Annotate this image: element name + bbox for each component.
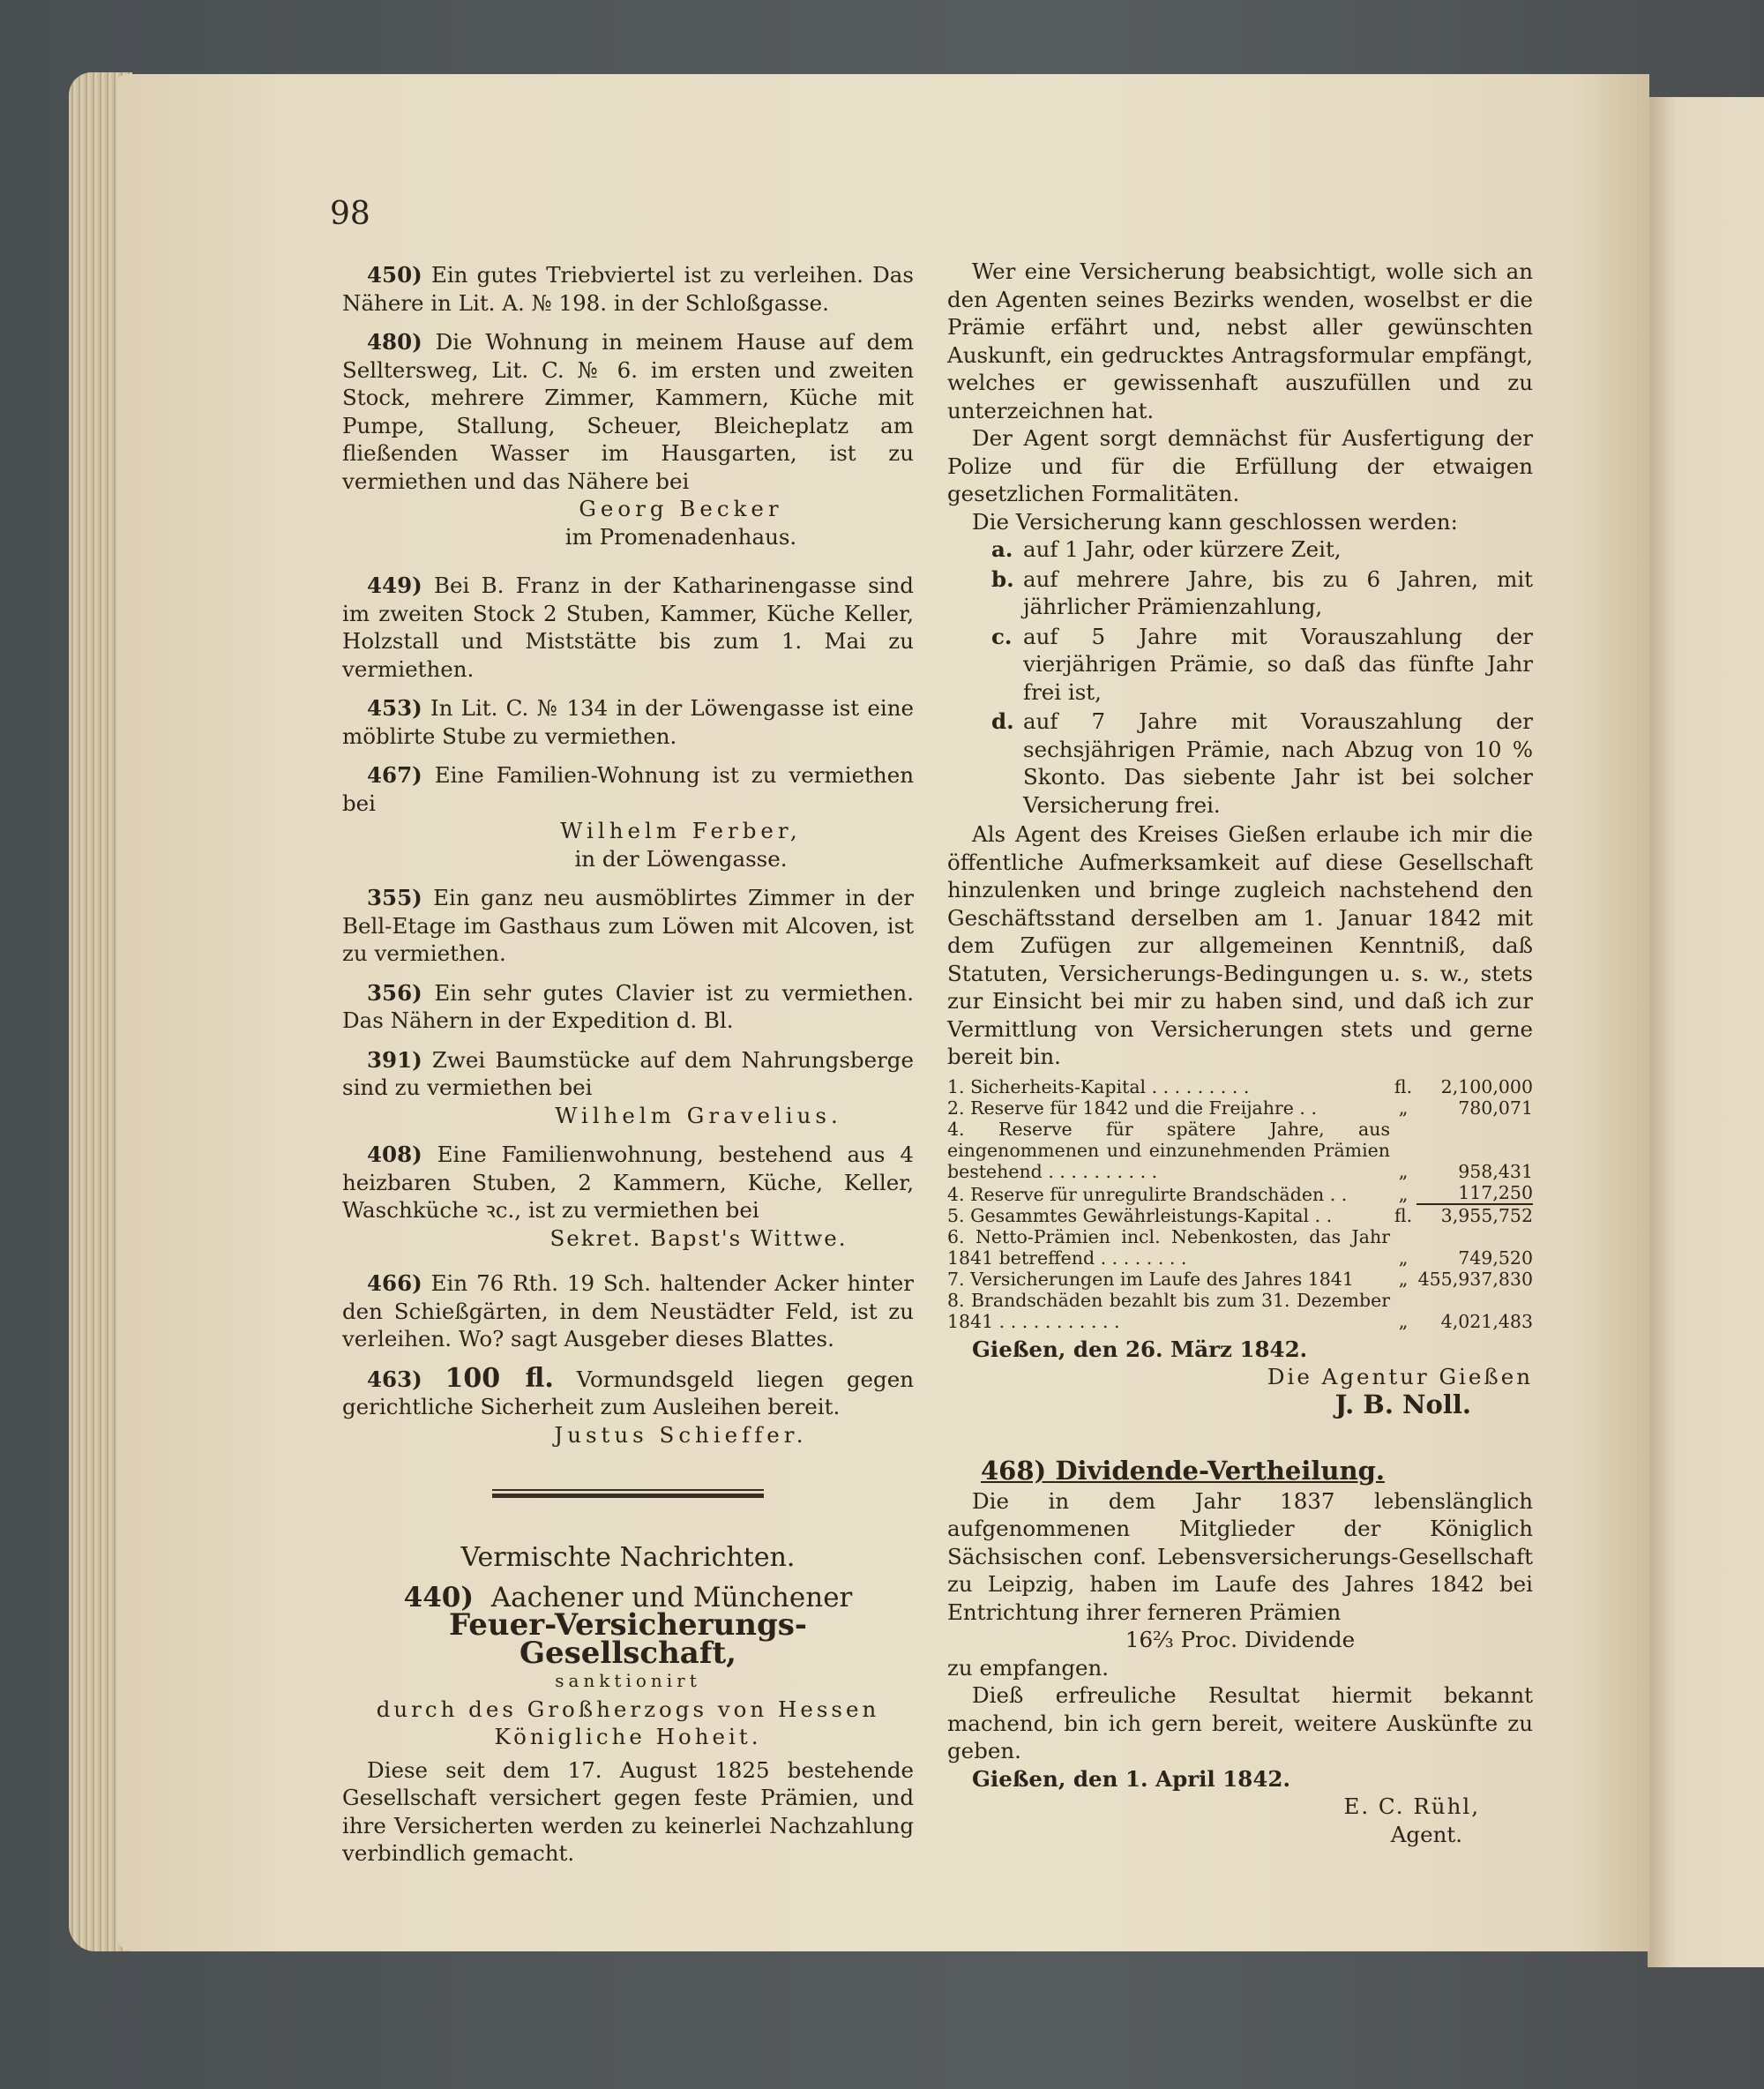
- stat-row: [947, 1119, 1533, 1182]
- stat-value: 749,520: [1458, 1247, 1533, 1269]
- facing-page-edge: [1648, 97, 1764, 1967]
- option-label: d.: [991, 708, 1014, 734]
- ad-number: 467): [367, 762, 422, 788]
- ad-number: 391): [367, 1046, 422, 1073]
- ad-number: 449): [367, 573, 422, 598]
- left-column: [342, 261, 914, 1868]
- option-text: auf 7 Jahre mit Vorauszahlung der sechsjährigen Prämie, nach Abzug von 10 % Skonto. Das siebente Jahr ist bei solcher Versicherung frei.: [1023, 708, 1533, 818]
- ad-text: Ein ganz neu ausmöblirtes Zimmer in der Bell-Etage im Gasthaus zum Löwen mit Alcoven, ist zu vermiethen.: [342, 885, 914, 966]
- section-title: Vermischte Nachrichten.: [460, 1542, 796, 1573]
- ad-467: [342, 761, 914, 817]
- sanction-label: sanktionirt: [555, 1670, 701, 1691]
- announcement-date: Gießen, den 26. März 1842.: [972, 1336, 1308, 1362]
- right-column: [947, 258, 1533, 1848]
- stat-value: 117,250: [1416, 1182, 1533, 1205]
- ad-text: Ein gutes Triebviertel ist zu verleihen. Das Nähere in Lit. A. № 198. in der Schloßgasse.: [342, 262, 914, 316]
- stat-currency: „: [1398, 1160, 1409, 1182]
- dividend-date: Gießen, den 1. April 1842.: [972, 1765, 1290, 1792]
- dividend-signature-role: Agent.: [1390, 1821, 1462, 1847]
- ad-466: [342, 1269, 914, 1353]
- ad-number: 480): [367, 329, 422, 355]
- agent-announcement: Als Agent des Kreises Gießen erlaube ich mir die öffentliche Aufmerksamkeit auf diese Gesellschaft hinzulenken und bringe zugleich nachstehend den Geschäftsstand derselben am 1. Januar 1842 mit dem Zufügen zur allgemeinen Kenntniß, daß Statuten, Versicherungs-Bedingungen u. s. w., stets zur Einsicht bei mir zu haben sind, und daß ich zur Vermittlung von Versicherungen stets und gerne bereit bin.: [947, 821, 1533, 1069]
- option-text: auf 1 Jahr, oder kürzere Zeit,: [1023, 536, 1342, 562]
- stat-label: 5. Gesammtes Gewährleistungs-Kapital . .: [947, 1204, 1333, 1226]
- stat-currency: fl.: [1394, 1204, 1413, 1226]
- dividend-after: zu empfangen.: [947, 1654, 1110, 1681]
- agency-name: Die Agentur Gießen: [1267, 1364, 1533, 1389]
- ad-text: Ein 76 Rth. 19 Sch. haltender Acker hinter den Schießgärten, in dem Neustädter Feld, ist zu verleihen. Wo? sagt Ausgeber dieses Blattes.: [342, 1270, 914, 1351]
- ad-number: 453): [367, 695, 422, 721]
- stat-row: [947, 1205, 1533, 1226]
- ad-signature: in der Löwengasse.: [574, 845, 788, 872]
- stat-label: 2. Reserve für 1842 und die Freijahre . .: [947, 1097, 1317, 1119]
- stat-currency: „: [1398, 1310, 1409, 1332]
- company-name: Aachener und Münchener: [490, 1581, 853, 1614]
- stat-currency: „: [1398, 1247, 1409, 1269]
- dividend-percentage: 16⅔ Proc. Dividende: [1125, 1627, 1356, 1652]
- stat-row: [947, 1226, 1533, 1269]
- sanction-by: durch des Großherzogs von Hessen Königliche Hoheit.: [376, 1696, 880, 1749]
- ad-signature: im Promenadenhaus.: [564, 523, 797, 550]
- stat-currency: fl.: [1394, 1075, 1413, 1097]
- insurer-description: Diese seit dem 17. August 1825 bestehende Gesellschaft versichert gegen feste Prämien, und ihre Versicherten werden zu keinerlei Nachzahlung verbindlich gemacht.: [342, 1756, 914, 1866]
- stat-currency: „: [1398, 1097, 1409, 1119]
- insurer-name-line2: Feuer-Versicherungs-Gesellschaft,: [448, 1607, 808, 1671]
- ad-signature: Wilhelm Ferber,: [560, 818, 802, 843]
- dividend-heading: [947, 1457, 1533, 1486]
- ad-text: In Lit. C. № 134 in der Löwengasse ist eine möblirte Stube zu vermiethen.: [342, 695, 914, 749]
- dividend-text: Die in dem Jahr 1837 lebenslänglich aufgenommenen Mitglieder der Königlich Sächsischen conf. Lebensversicherungs-Gesellschaft zu Leipzig, haben im Laufe des Jahres 1842 bei Entrichtung ihrer ferneren Prämien: [947, 1487, 1533, 1625]
- ad-355: [342, 884, 914, 968]
- ad-391: [342, 1046, 914, 1102]
- ad-text: Die Wohnung in meinem Hause auf dem Selltersweg, Lit. C. № 6. im ersten und zweiten Stock, mehrere Zimmer, Kammern, Küche mit Pumpe, Stallung, Scheuer, Bleicheplatz am fließenden Wasser im Hausgarten, ist zu vermiethen und das Nähere bei: [342, 329, 914, 494]
- stat-label: 4. Reserve für spätere Jahre, aus eingenommenen und einzunehmenden Prämien bestehend . . . . . . . . . .: [947, 1118, 1390, 1182]
- ad-number: 408): [367, 1142, 422, 1167]
- option-label: b.: [991, 565, 1014, 592]
- ad-text: Vormundsgeld liegen gegen gerichtliche Sicherheit zum Ausleihen bereit.: [342, 1366, 914, 1419]
- stat-label: 8. Brandschäden bezahlt bis zum 31. Dezember 1841 . . . . . . . . . . .: [947, 1289, 1390, 1332]
- dividend-closing: Dieß erfreuliche Resultat hiermit bekannt machend, bin ich gern bereit, weitere Auskünfte zu geben.: [947, 1682, 1533, 1763]
- ad-number: 463): [367, 1366, 422, 1392]
- section-divider: [492, 1489, 764, 1498]
- ad-number: 355): [367, 885, 422, 910]
- stat-value: 958,431: [1458, 1160, 1533, 1182]
- dividend-title: Dividende-Vertheilung.: [1055, 1456, 1385, 1486]
- stat-value: 2,100,000: [1440, 1075, 1533, 1097]
- ad-signature: Justus Schieffer.: [554, 1421, 808, 1448]
- insurance-option-a: [991, 535, 1533, 564]
- ad-480: [342, 328, 914, 495]
- stat-label: 7. Versicherungen im Laufe des Jahres 1841: [947, 1268, 1354, 1290]
- dividend-signature-name: E. C. Rühl,: [1343, 1793, 1480, 1819]
- ad-signature: Sekret. Bapst's Wittwe.: [549, 1224, 848, 1251]
- agent-name: J. B. Noll.: [1334, 1389, 1471, 1419]
- stat-row: [947, 1269, 1533, 1290]
- stat-value: 780,071: [1458, 1097, 1533, 1119]
- option-label: a.: [991, 536, 1013, 562]
- business-status-table: [947, 1076, 1533, 1332]
- ad-number: 450): [367, 262, 422, 288]
- ad-signature: Georg Becker: [579, 496, 783, 521]
- ad-text: Zwei Baumstücke auf dem Nahrungsberge sind zu vermiethen bei: [342, 1046, 914, 1100]
- ad-text: Eine Familienwohnung, bestehend aus 4 heizbaren Stuben, 2 Kammern, Küche, Keller, Waschküche ꝛc., ist zu vermiethen bei: [342, 1142, 914, 1223]
- ad-signature: Wilhelm Gravelius.: [555, 1102, 842, 1128]
- stat-value: 455,937,830: [1417, 1268, 1533, 1290]
- ad-text: Bei B. Franz in der Katharinengasse sind im zweiten Stock 2 Stuben, Kammer, Küche Keller, Holzstall und Miststätte bis zum 1. Mai zu vermiethen.: [342, 573, 914, 682]
- stat-label: 6. Netto-Prämien incl. Nebenkosten, das Jahr 1841 betreffend . . . . . . . .: [947, 1225, 1390, 1269]
- stat-value: 3,955,752: [1440, 1204, 1533, 1226]
- ad-number: 440): [403, 1581, 475, 1614]
- stat-row: [947, 1076, 1533, 1097]
- insurance-terms-intro: Die Versicherung kann geschlossen werden:: [972, 508, 1458, 535]
- ad-number: 466): [367, 1270, 422, 1296]
- page-number: 98: [330, 196, 370, 232]
- ad-number: 356): [367, 979, 422, 1006]
- option-text: auf mehrere Jahre, bis zu 6 Jahren, mit jährlicher Prämienzahlung,: [1023, 565, 1533, 619]
- ad-449: [342, 572, 914, 683]
- stat-currency: „: [1398, 1183, 1409, 1205]
- agent-duties-paragraph: Der Agent sorgt demnächst für Ausfertigung der Polize und für die Erfüllung der etwaigen gesetzlichen Formalitäten.: [947, 425, 1533, 506]
- stat-row: [947, 1097, 1533, 1119]
- ad-number: 468): [981, 1456, 1047, 1486]
- option-label: c.: [991, 623, 1013, 649]
- insurance-option-b: [991, 565, 1533, 621]
- stat-currency: „: [1398, 1268, 1409, 1290]
- ad-text: Eine Familien-Wohnung ist zu vermiethen bei: [342, 762, 914, 816]
- stat-value: 4,021,483: [1440, 1310, 1533, 1332]
- ad-463: [342, 1362, 914, 1421]
- stat-label: 4. Reserve für unregulirte Brandschäden . .: [947, 1183, 1348, 1205]
- stat-row: [947, 1182, 1533, 1205]
- insurance-info-paragraph: Wer eine Versicherung beabsichtigt, wolle sich an den Agenten seines Bezirks wenden, woselbst er die Prämie erfährt und, nebst aller gewünschten Auskunft, ein gedrucktes Antragsformular empfängt, welches er gewissenhaft auszufüllen und zu unterzeichnen hat.: [947, 258, 1533, 423]
- ad-408: [342, 1141, 914, 1224]
- ad-450: [342, 261, 914, 317]
- ad-453: [342, 694, 914, 750]
- stat-row: [947, 1290, 1533, 1332]
- option-text: auf 5 Jahre mit Vorauszahlung der vierjährigen Prämie, so daß das fünfte Jahr frei ist,: [1023, 623, 1533, 705]
- insurance-option-d: [991, 708, 1533, 819]
- ad-text: Ein sehr gutes Clavier ist zu vermiethen. Das Nähern in der Expedition d. Bl.: [342, 979, 914, 1033]
- insurance-option-c: [991, 623, 1533, 707]
- stat-label: 1. Sicherheits-Kapital . . . . . . . . .: [947, 1075, 1250, 1097]
- ad-356: [342, 979, 914, 1035]
- ad-amount: 100 fl.: [445, 1362, 554, 1394]
